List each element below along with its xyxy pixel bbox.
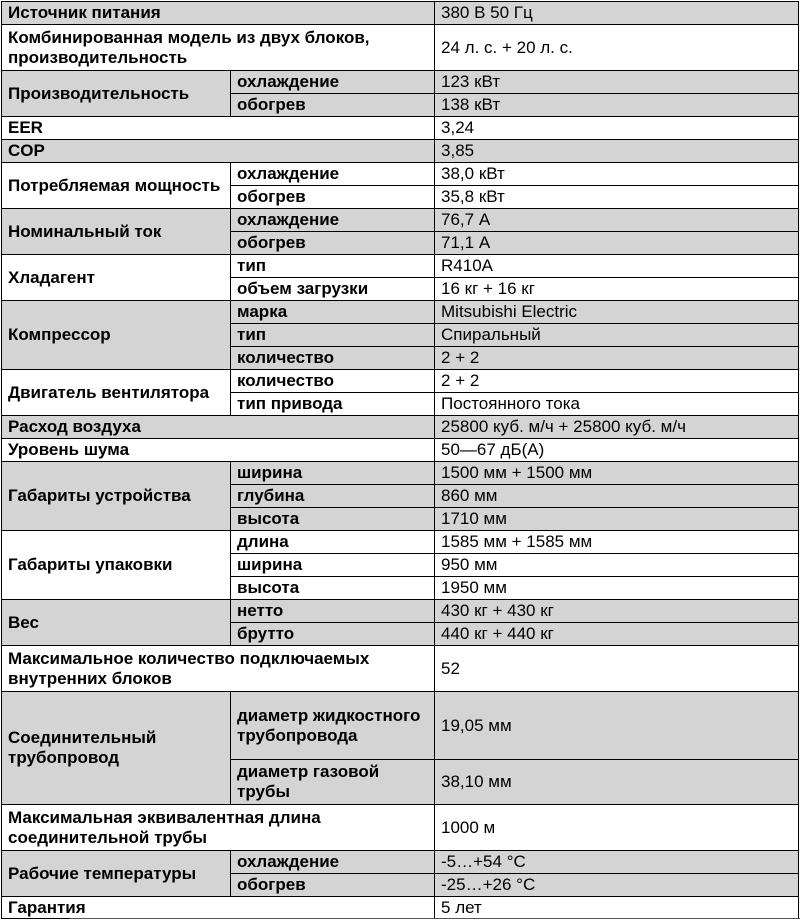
- piping-liquid-label: диаметр жидкостного трубопровода: [231, 692, 435, 760]
- table-row: [2, 140, 799, 163]
- table-row: [2, 462, 799, 485]
- capacity-cooling-value: 123 кВт: [435, 71, 799, 94]
- unit-dims-height-value: 1710 мм: [435, 508, 799, 531]
- power-supply-label: Источник питания: [2, 2, 435, 25]
- piping-gas-value: 38,10 мм: [435, 760, 799, 805]
- rated-current-label: Номинальный ток: [2, 209, 231, 255]
- refrigerant-label: Хладагент: [2, 255, 231, 301]
- eer-label: EER: [2, 117, 435, 140]
- noise-label: Уровень шума: [2, 439, 435, 462]
- table-row: [2, 897, 799, 919]
- max-length-value: 1000 м: [435, 805, 799, 851]
- air-flow-label: Расход воздуха: [2, 416, 435, 439]
- table-row: [2, 301, 799, 324]
- power-consumption-heating-label: обогрев: [231, 186, 435, 209]
- weight-net-label: нетто: [231, 600, 435, 623]
- fan-motor-drive-value: Постоянного тока: [435, 393, 799, 416]
- operating-temp-cooling-label: охлаждение: [231, 851, 435, 874]
- max-indoor-label: Максимальное количество подключаемых внутренних блоков: [2, 646, 435, 692]
- max-length-label: Максимальная эквивалентная длина соединительной трубы: [2, 805, 435, 851]
- capacity-heating-label: обогрев: [231, 94, 435, 117]
- fan-motor-qty-label: количество: [231, 370, 435, 393]
- table-row: [2, 531, 799, 554]
- operating-temp-cooling-value: -5…+54 °C: [435, 851, 799, 874]
- table-row: [2, 2, 799, 25]
- compressor-qty-value: 2 + 2: [435, 347, 799, 370]
- unit-dims-height-label: высота: [231, 508, 435, 531]
- refrigerant-type-label: тип: [231, 255, 435, 278]
- table-row: [2, 805, 799, 851]
- fan-motor-qty-value: 2 + 2: [435, 370, 799, 393]
- capacity-label: Производительность: [2, 71, 231, 117]
- compressor-brand-value: Mitsubishi Electric: [435, 301, 799, 324]
- max-indoor-value: 52: [435, 646, 799, 692]
- operating-temp-heating-value: -25…+26 °C: [435, 874, 799, 897]
- combined-model-value: 24 л. с. + 20 л. с.: [435, 25, 799, 71]
- cop-label: COP: [2, 140, 435, 163]
- power-supply-value: 380 В 50 Гц: [435, 2, 799, 25]
- package-dims-height-value: 1950 мм: [435, 577, 799, 600]
- rated-current-heating-label: обогрев: [231, 232, 435, 255]
- operating-temp-label: Рабочие температуры: [2, 851, 231, 897]
- piping-liquid-value: 19,05 мм: [435, 692, 799, 760]
- package-dims-label: Габариты упаковки: [2, 531, 231, 600]
- table-row: [2, 600, 799, 623]
- rated-current-cooling-value: 76,7 А: [435, 209, 799, 232]
- piping-label: Соединительный трубопровод: [2, 692, 231, 805]
- package-dims-width-label: ширина: [231, 554, 435, 577]
- table-row: [2, 646, 799, 692]
- weight-net-value: 430 кг + 430 кг: [435, 600, 799, 623]
- table-row: [2, 370, 799, 393]
- warranty-label: Гарантия: [2, 897, 435, 919]
- refrigerant-charge-label: объем загрузки: [231, 278, 435, 301]
- bottom-divider: [70, 918, 800, 919]
- table-row: [2, 439, 799, 462]
- compressor-type-value: Спиральный: [435, 324, 799, 347]
- weight-gross-label: брутто: [231, 623, 435, 646]
- package-dims-height-label: высота: [231, 577, 435, 600]
- power-consumption-heating-value: 35,8 кВт: [435, 186, 799, 209]
- unit-dims-depth-value: 860 мм: [435, 485, 799, 508]
- refrigerant-type-value: R410A: [435, 255, 799, 278]
- refrigerant-charge-value: 16 кг + 16 кг: [435, 278, 799, 301]
- table-row: [2, 692, 799, 760]
- compressor-type-label: тип: [231, 324, 435, 347]
- compressor-brand-label: марка: [231, 301, 435, 324]
- compressor-qty-label: количество: [231, 347, 435, 370]
- noise-value: 50—67 дБ(А): [435, 439, 799, 462]
- fan-motor-label: Двигатель вентилятора: [2, 370, 231, 416]
- capacity-cooling-label: охлаждение: [231, 71, 435, 94]
- table-row: [2, 117, 799, 140]
- table-row: [2, 25, 799, 71]
- warranty-value: 5 лет: [435, 897, 799, 919]
- power-consumption-cooling-label: охлаждение: [231, 163, 435, 186]
- power-consumption-label: Потребляемая мощность: [2, 163, 231, 209]
- air-flow-value: 25800 куб. м/ч + 25800 куб. м/ч: [435, 416, 799, 439]
- piping-gas-label: диаметр газовой трубы: [231, 760, 435, 805]
- unit-dims-width-label: ширина: [231, 462, 435, 485]
- weight-gross-value: 440 кг + 440 кг: [435, 623, 799, 646]
- compressor-label: Компрессор: [2, 301, 231, 370]
- eer-value: 3,24: [435, 117, 799, 140]
- combined-model-label: Комбинированная модель из двух блоков, производительность: [2, 25, 435, 71]
- package-dims-length-label: длина: [231, 531, 435, 554]
- table-row: [2, 71, 799, 94]
- power-consumption-cooling-value: 38,0 кВт: [435, 163, 799, 186]
- table-row: [2, 209, 799, 232]
- unit-dims-depth-label: глубина: [231, 485, 435, 508]
- cop-value: 3,85: [435, 140, 799, 163]
- table-row: [2, 851, 799, 874]
- package-dims-length-value: 1585 мм + 1585 мм: [435, 531, 799, 554]
- rated-current-heating-value: 71,1 А: [435, 232, 799, 255]
- operating-temp-heating-label: обогрев: [231, 874, 435, 897]
- specifications-table: [1, 1, 799, 919]
- fan-motor-drive-label: тип привода: [231, 393, 435, 416]
- package-dims-width-value: 950 мм: [435, 554, 799, 577]
- rated-current-cooling-label: охлаждение: [231, 209, 435, 232]
- table-row: [2, 416, 799, 439]
- table-row: [2, 255, 799, 278]
- table-row: [2, 163, 799, 186]
- capacity-heating-value: 138 кВт: [435, 94, 799, 117]
- unit-dims-width-value: 1500 мм + 1500 мм: [435, 462, 799, 485]
- weight-label: Вес: [2, 600, 231, 646]
- unit-dims-label: Габариты устройства: [2, 462, 231, 531]
